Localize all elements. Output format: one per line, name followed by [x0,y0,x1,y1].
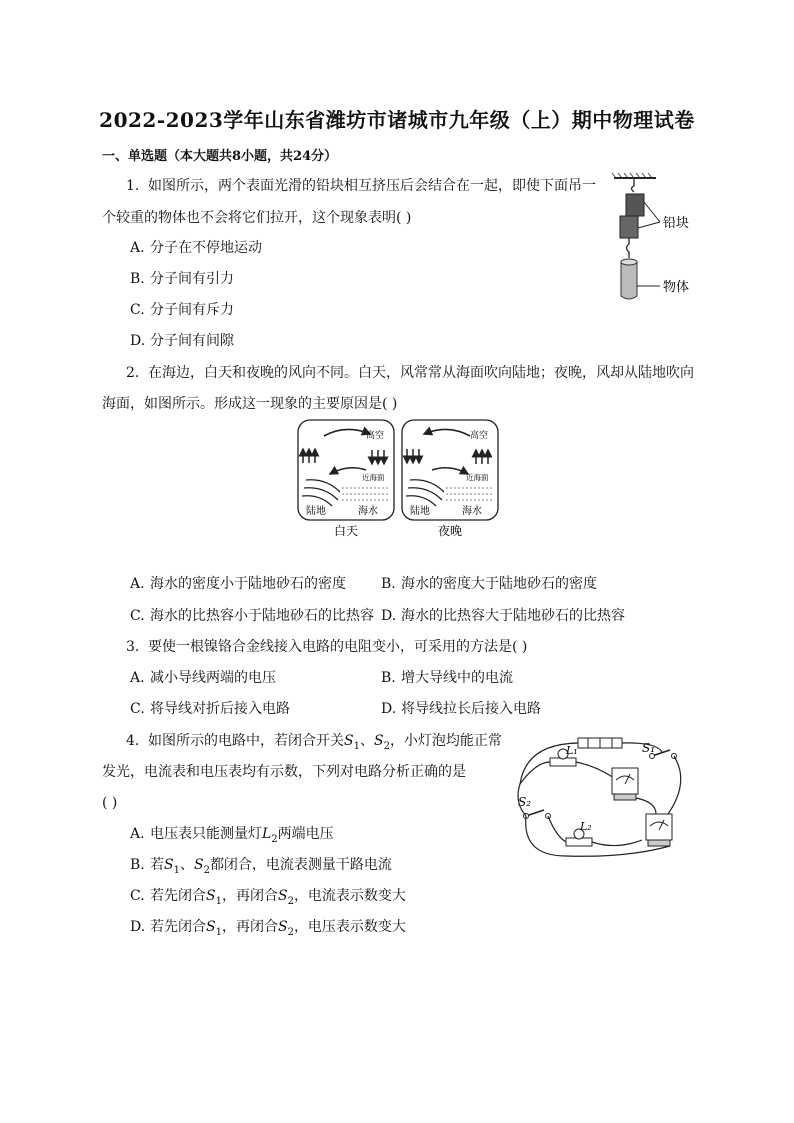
svg-text:高空: 高空 [470,431,489,441]
q4-line-3: ( ) [102,795,118,811]
svg-text:高空: 高空 [366,431,385,441]
page-title: 2022-2023学年山东省潍坊市诸城市九年级（上）期中物理试卷 [99,108,695,132]
q4-line-2: 发光，电流表和电压表均有示数，下列对电路分析正确的是 [102,764,466,780]
q4-option-b: B. 若$S_1$、$S_2$都闭合，电流表测量干路电流 [130,857,392,876]
q1-option-a: A. 分子在不停地运动 [130,240,262,256]
q4-number: 4. [126,733,140,749]
q3-line-1 [126,637,527,657]
q4-line-1: 4. 如图所示的电路中，若闭合开关$S_1$、$S_2$，小灯泡均能正常 [126,733,502,752]
svg-text:海水: 海水 [462,506,482,517]
lamp-l2-label: L₂ [580,820,592,833]
svg-text:海水: 海水 [358,506,378,517]
lead-block-figure [606,172,706,312]
q2-line-1 [126,363,694,383]
day-caption: 白天 [334,524,359,538]
q1-text-1: 如图所示，两个表面光滑的铅块相互挤压后会结合在一起，即使下面吊一 [148,178,596,194]
q3-option-b: B. 增大导线中的电流 [381,670,513,686]
svg-text:陆地: 陆地 [410,506,430,517]
q3-number: 3. [126,639,140,655]
sea-breeze-figure [296,418,502,540]
q4-option-d: D. 若先闭合$S_1$，再闭合$S_2$，电压表示数变大 [130,919,406,938]
q2-number: 2. [126,365,140,381]
q4-option-a: A. 电压表只能测量灯$L_2$两端电压 [130,826,334,845]
q3-option-d: D. 将导线拉长后接入电路 [381,701,541,717]
q3-option-a: A. 减小导线两端的电压 [130,670,276,686]
q1-option-d: D. 分子间有间隙 [130,333,234,349]
q2-text-1: 在海边，白天和夜晚的风向不同。白天，风常常从海面吹向陆地；夜晚，风却从陆地吹向 [148,365,694,381]
night-caption: 夜晚 [438,524,463,538]
q1-number: 1. [126,178,140,194]
svg-text:近海面: 近海面 [466,473,489,482]
switch-s2-label: S₂ [518,795,532,809]
switch-s1-label: S₁ [642,741,656,755]
q1-line-2: 个较重的物体也不会将它们拉开，这个现象表明( ) [102,210,412,226]
q2-option-c: C. 海水的比热容小于陆地砂石的比热容 [130,608,374,624]
section-heading: 一、单选题（本大题共8小题，共24分） [102,149,338,164]
q4-option-c: C. 若先闭合$S_1$，再闭合$S_2$，电流表示数变大 [130,888,406,907]
q1-option-b: B. 分子间有引力 [130,271,234,287]
q2-option-d: D. 海水的比热容大于陆地砂石的比热容 [381,608,625,624]
q1-line-1 [126,176,596,196]
q3-text-1: 要使一根镍铬合金线接入电路的电阻变小，可采用的方法是( ) [148,639,528,655]
lamp-l1-label: L₁ [566,744,578,757]
lead-block-label: 铅块 [663,216,690,231]
q2-line-2: 海面，如图所示。形成这一现象的主要原因是( ) [102,396,398,412]
q1-option-c: C. 分子间有斥力 [130,302,234,318]
svg-text:陆地: 陆地 [306,506,326,517]
circuit-figure [506,732,696,862]
object-label: 物体 [663,280,690,295]
q2-option-b: B. 海水的密度大于陆地砂石的密度 [381,576,597,592]
q3-option-c: C. 将导线对折后接入电路 [130,701,290,717]
q2-option-a: A. 海水的密度小于陆地砂石的密度 [130,576,346,592]
svg-text:近海面: 近海面 [362,473,385,482]
